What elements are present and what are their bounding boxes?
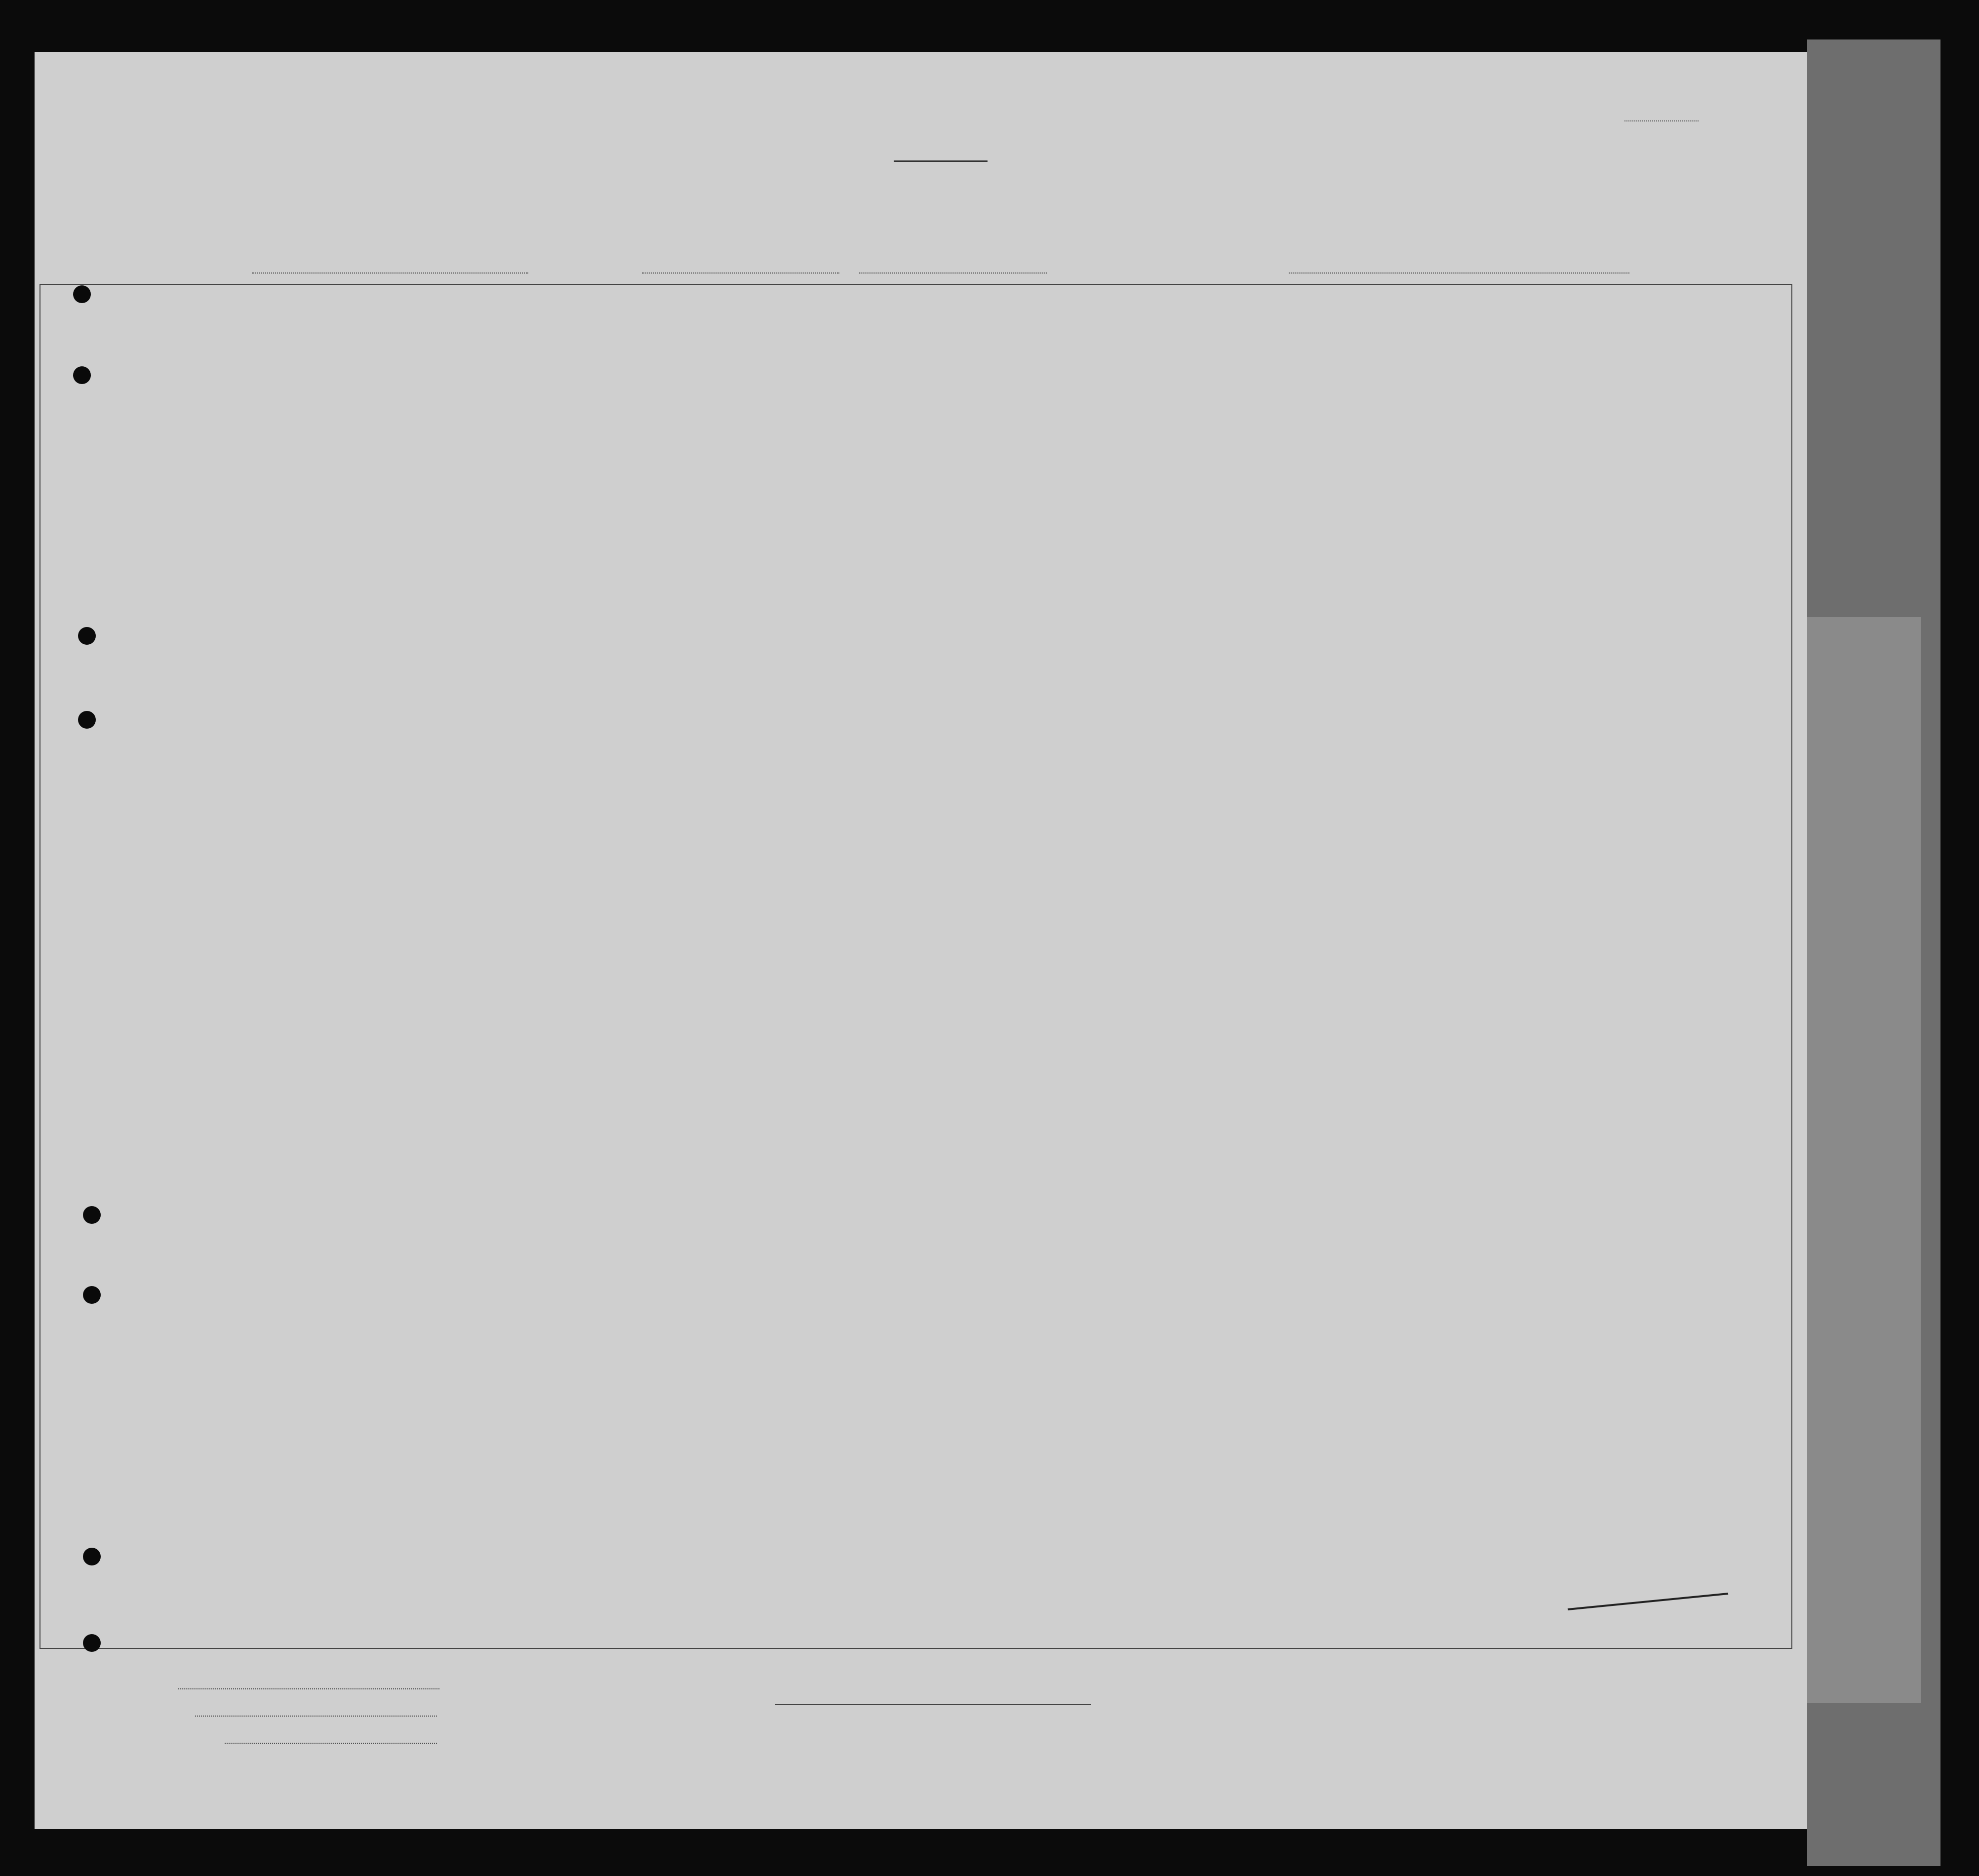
binder-hole	[83, 1206, 101, 1224]
line-underline	[178, 1688, 439, 1689]
binder-hole	[73, 285, 91, 303]
binder-hole	[83, 1634, 101, 1652]
signature-line	[775, 1704, 1091, 1705]
binder-hole	[83, 1286, 101, 1304]
total-underline	[1565, 1590, 1733, 1614]
binder-hole	[73, 366, 91, 384]
owners-underline	[195, 1716, 437, 1717]
binder-hole	[78, 711, 96, 729]
binder-hole	[78, 627, 96, 645]
agents-underline	[225, 1743, 437, 1744]
binder-hole	[83, 1548, 101, 1565]
